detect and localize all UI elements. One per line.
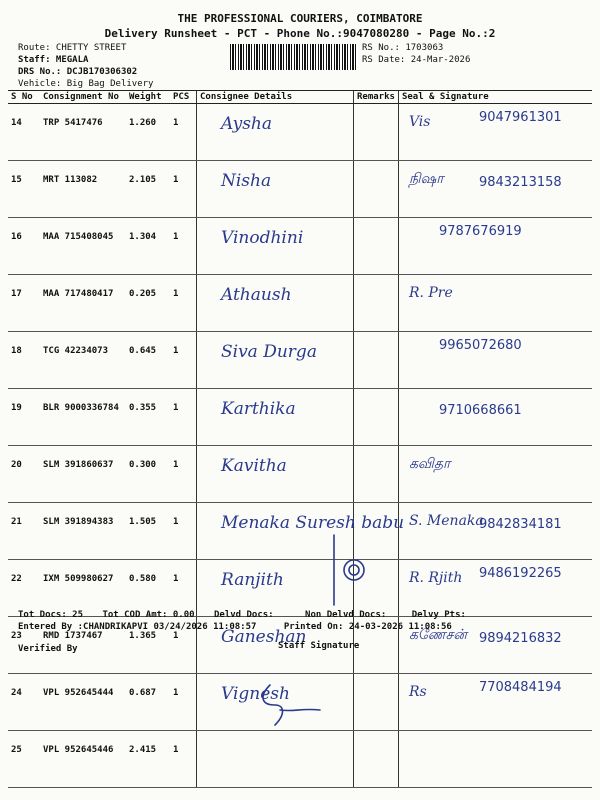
row-weight: 1.505 (126, 503, 170, 560)
row-sno: 21 (8, 503, 40, 560)
table-row (8, 446, 592, 503)
consignee-name: Ranjith (221, 570, 284, 590)
row-pcs: 1 (170, 161, 197, 218)
row-sno: 17 (8, 275, 40, 332)
row-signature (398, 503, 592, 560)
route: Route: CHETTY STREET (18, 43, 127, 53)
staff-signature-label: Staff Signature (278, 641, 360, 651)
col-sno: S No (8, 91, 40, 104)
row-weight: 1.365 (126, 617, 170, 674)
row-remarks (354, 446, 399, 503)
signature-text: R. Pre (408, 285, 453, 301)
tot-docs: Tot Docs: 25 (18, 610, 84, 620)
col-pcs: PCS (170, 91, 197, 104)
stamp-mark (320, 530, 380, 610)
row-pcs: 1 (170, 389, 197, 446)
row-pcs: 1 (170, 560, 197, 617)
delvd-docs: Delvd Docs: (214, 610, 274, 620)
col-consignment: Consignment No (40, 91, 126, 104)
row-consignee (197, 332, 354, 389)
consignee-name: Siva Durga (221, 342, 317, 362)
row-signature (398, 332, 592, 389)
row-pcs: 1 (170, 731, 197, 788)
tot-cod: Tot COD Amt: 0.00 (102, 610, 195, 620)
col-consignee: Consignee Details (197, 91, 354, 104)
col-weight: Weight (126, 91, 170, 104)
row-weight: 2.415 (126, 731, 170, 788)
row-consignee (197, 446, 354, 503)
row-sno: 25 (8, 731, 40, 788)
table-row (8, 104, 592, 161)
row-sno: 23 (8, 617, 40, 674)
row-pcs: 1 (170, 104, 197, 161)
row-weight: 0.205 (126, 275, 170, 332)
row-remarks (354, 161, 399, 218)
row-weight: 0.355 (126, 389, 170, 446)
rs-info (362, 42, 470, 66)
row-consignment: MRT 113082 (40, 161, 126, 218)
rs-number: RS No.: 1703063 (362, 43, 444, 53)
table-row (8, 275, 592, 332)
signature-phone: 7708484194 (478, 680, 562, 695)
col-remarks: Remarks (354, 91, 399, 104)
row-signature (398, 218, 592, 275)
staff: Staff: MEGALA (18, 55, 89, 65)
signature-phone: 9047961301 (478, 110, 562, 125)
consignee-name: Kavitha (221, 456, 287, 476)
route-info (18, 42, 153, 90)
signature-text: நிஷா (408, 171, 444, 187)
row-remarks (354, 731, 399, 788)
drs-number: DRS No.: DCJB170306302 (18, 67, 138, 77)
row-signature (398, 161, 592, 218)
row-remarks (354, 389, 399, 446)
row-sno: 14 (8, 104, 40, 161)
table-row (8, 332, 592, 389)
verified-by: Verified By (18, 644, 78, 654)
row-sno: 20 (8, 446, 40, 503)
company-title: THE PROFESSIONAL COURIERS, COIMBATORE (177, 12, 423, 25)
row-weight: 1.304 (126, 218, 170, 275)
row-consignee (197, 104, 354, 161)
table-header (8, 91, 592, 104)
signature-phone: 9710668661 (438, 403, 522, 418)
row-consignment: SLM 391894383 (40, 503, 126, 560)
consignee-name: Menaka Suresh babu (221, 513, 405, 533)
consignee-name: Aysha (221, 114, 272, 134)
row-signature (398, 560, 592, 617)
signature-text: S. Menaka (408, 513, 484, 529)
row-sno: 18 (8, 332, 40, 389)
signature-phone: 9787676919 (438, 224, 522, 239)
row-consignment: VPL 952645444 (40, 674, 126, 731)
row-remarks (354, 104, 399, 161)
row-consignment: SLM 391860637 (40, 446, 126, 503)
row-consignment: BLR 9000336784 (40, 389, 126, 446)
table-row (8, 389, 592, 446)
row-signature (398, 674, 592, 731)
row-consignment: MAA 717480417 (40, 275, 126, 332)
row-sno: 22 (8, 560, 40, 617)
row-remarks (354, 218, 399, 275)
signature-phone: 9842834181 (478, 517, 562, 532)
row-consignment: IXM 509980627 (40, 560, 126, 617)
row-pcs: 1 (170, 674, 197, 731)
totals-line (18, 610, 466, 620)
non-delvd-docs: Non Delvd Docs: (305, 610, 387, 620)
row-consignee (197, 161, 354, 218)
barcode (230, 44, 358, 70)
signature-text: R. Rjith (408, 570, 463, 586)
table-row (8, 503, 592, 560)
consignee-name: Athaush (221, 285, 292, 305)
entered-line (18, 622, 452, 632)
row-consignment: TRP 5417476 (40, 104, 126, 161)
row-weight: 1.260 (126, 104, 170, 161)
row-signature (398, 731, 592, 788)
row-pcs: 1 (170, 218, 197, 275)
signature-phone: 9894216832 (478, 631, 562, 646)
row-consignment: MAA 715408045 (40, 218, 126, 275)
row-consignment: VPL 952645446 (40, 731, 126, 788)
row-weight: 2.105 (126, 161, 170, 218)
table-row (8, 560, 592, 617)
signature-text: Vis (408, 114, 431, 130)
consignee-name: Vignesh (221, 684, 290, 704)
row-pcs: 1 (170, 275, 197, 332)
signature-phone: 9486192265 (478, 566, 562, 581)
rs-date: RS Date: 24-Mar-2026 (362, 55, 471, 65)
row-remarks (354, 275, 399, 332)
entered-by: Entered By :CHANDRIKAPVI 03/24/2026 11:08:57 (18, 622, 257, 632)
row-consignment: TCG 42234073 (40, 332, 126, 389)
table-row (8, 161, 592, 218)
signature-phone: 9965072680 (438, 338, 522, 353)
consignee-name: Nisha (221, 171, 272, 191)
vehicle: Vehicle: Big Bag Delivery (18, 79, 154, 89)
row-sno: 15 (8, 161, 40, 218)
row-signature (398, 446, 592, 503)
row-signature (398, 389, 592, 446)
row-weight: 0.645 (126, 332, 170, 389)
row-consignee (197, 218, 354, 275)
row-pcs: 1 (170, 332, 197, 389)
row-pcs: 1 (170, 617, 197, 674)
row-consignee (197, 275, 354, 332)
row-weight: 0.300 (126, 446, 170, 503)
signature-text: Rs (408, 684, 427, 700)
row-signature (398, 275, 592, 332)
consignee-name: Ganeshan (221, 627, 307, 647)
row-sno: 19 (8, 389, 40, 446)
runsheet-subtitle: Delivery Runsheet - PCT - Phone No.:9047080280 - Page No.:2 (104, 27, 496, 40)
row-pcs: 1 (170, 503, 197, 560)
signature-text: கவிதா (408, 456, 451, 472)
col-signature: Seal & Signature (398, 91, 592, 104)
staff-signature (240, 670, 360, 740)
row-pcs: 1 (170, 446, 197, 503)
row-signature (398, 104, 592, 161)
row-sno: 16 (8, 218, 40, 275)
row-sno: 24 (8, 674, 40, 731)
signature-text: கணேசன் (408, 627, 467, 643)
consignee-name: Vinodhini (221, 228, 304, 248)
consignee-name: Karthika (221, 399, 296, 419)
row-weight: 0.580 (126, 560, 170, 617)
delvy-pts: Delvy Pts: (411, 610, 466, 620)
printed-on: Printed On: 24-03-2026 11:08:56 (283, 622, 452, 632)
row-consignee (197, 389, 354, 446)
row-weight: 0.687 (126, 674, 170, 731)
signature-phone: 9843213158 (478, 175, 562, 190)
table-row (8, 218, 592, 275)
row-consignment: RMD 1737467 (40, 617, 126, 674)
row-remarks (354, 674, 399, 731)
row-remarks (354, 332, 399, 389)
